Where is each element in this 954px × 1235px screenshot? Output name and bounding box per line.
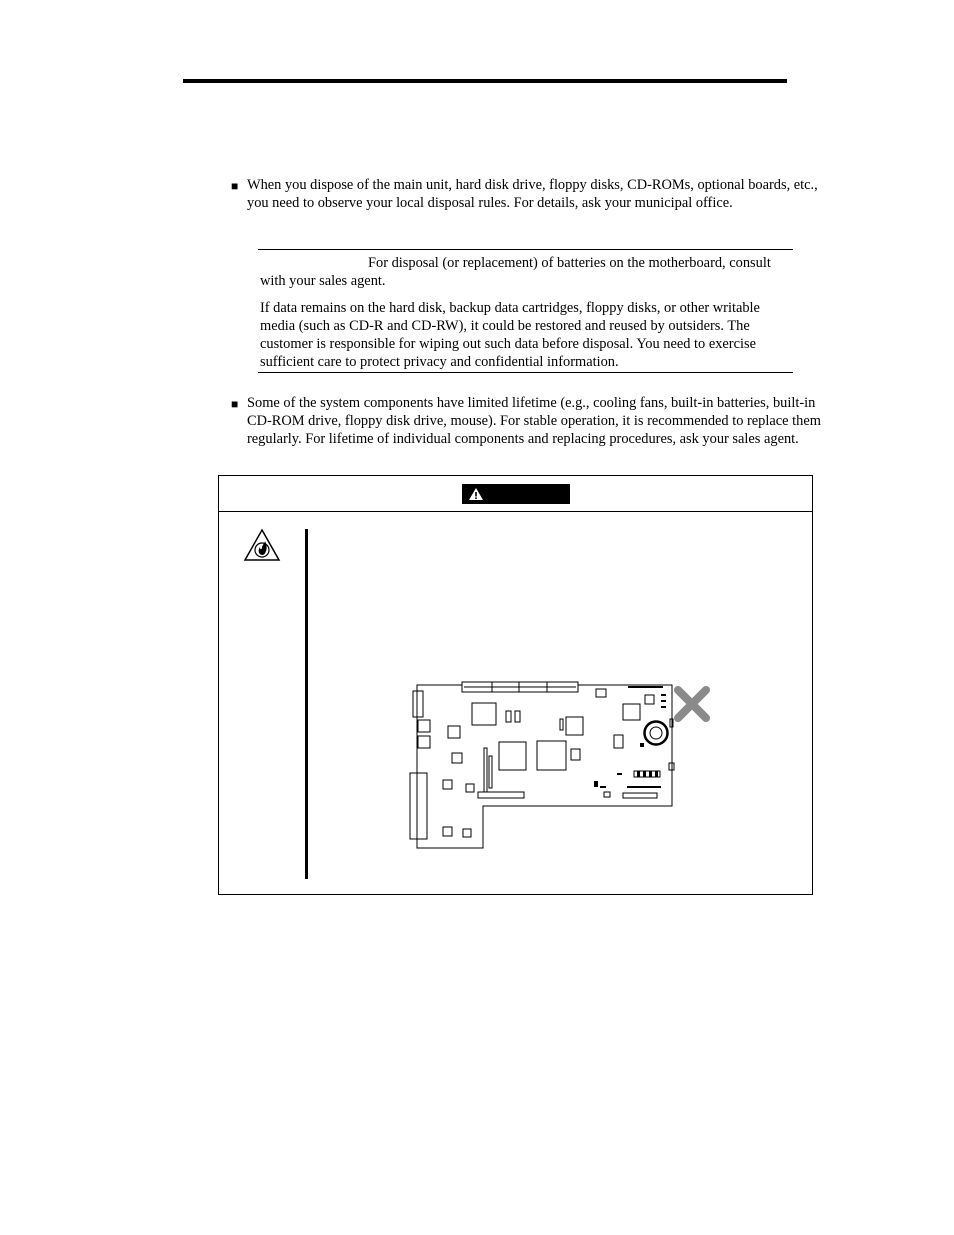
square-bullet-icon: ■: [231, 397, 239, 411]
square-bullet-icon: ■: [231, 179, 239, 193]
warning-label: [462, 484, 570, 504]
warning-box: [218, 475, 813, 895]
note-box: [258, 249, 793, 373]
battery-note: For disposal (or replacement) of batteries on the motherboard, consult with your sales agent.: [260, 255, 771, 289]
data-note: If data remains on the hard disk, backup data cartridges, floppy disks, or other writable media (such as CD-R and CD-RW), it could be restored and reused by outsiders. The customer is responsible for wiping out such data before disposal. You need to exercise sufficient care to protect privacy and confidential information.: [260, 300, 760, 370]
lifetime-paragraph: Some of the system components have limited lifetime (e.g., cooling fans, built-in batteries, built-in CD-ROM drive, floppy disk drive, mouse). For stable operation, it is recommended to replace them regularly. For lifetime of individual components and replacing procedures, ask your sales agent.: [247, 395, 821, 447]
disposal-paragraph: When you dispose of the main unit, hard disk drive, floppy disks, CD-ROMs, optional boards, etc., you need to observe your local disposal rules. For details, ask your municipal office.: [247, 177, 818, 211]
header-rule: [183, 79, 787, 83]
fire-hazard-icon: [243, 528, 281, 562]
warning-triangle-icon: [468, 487, 484, 501]
motherboard-illustration: [407, 678, 717, 854]
warning-divider: [305, 529, 308, 879]
prohibited-x-icon: [672, 684, 712, 724]
warning-header-divider: [219, 511, 812, 512]
